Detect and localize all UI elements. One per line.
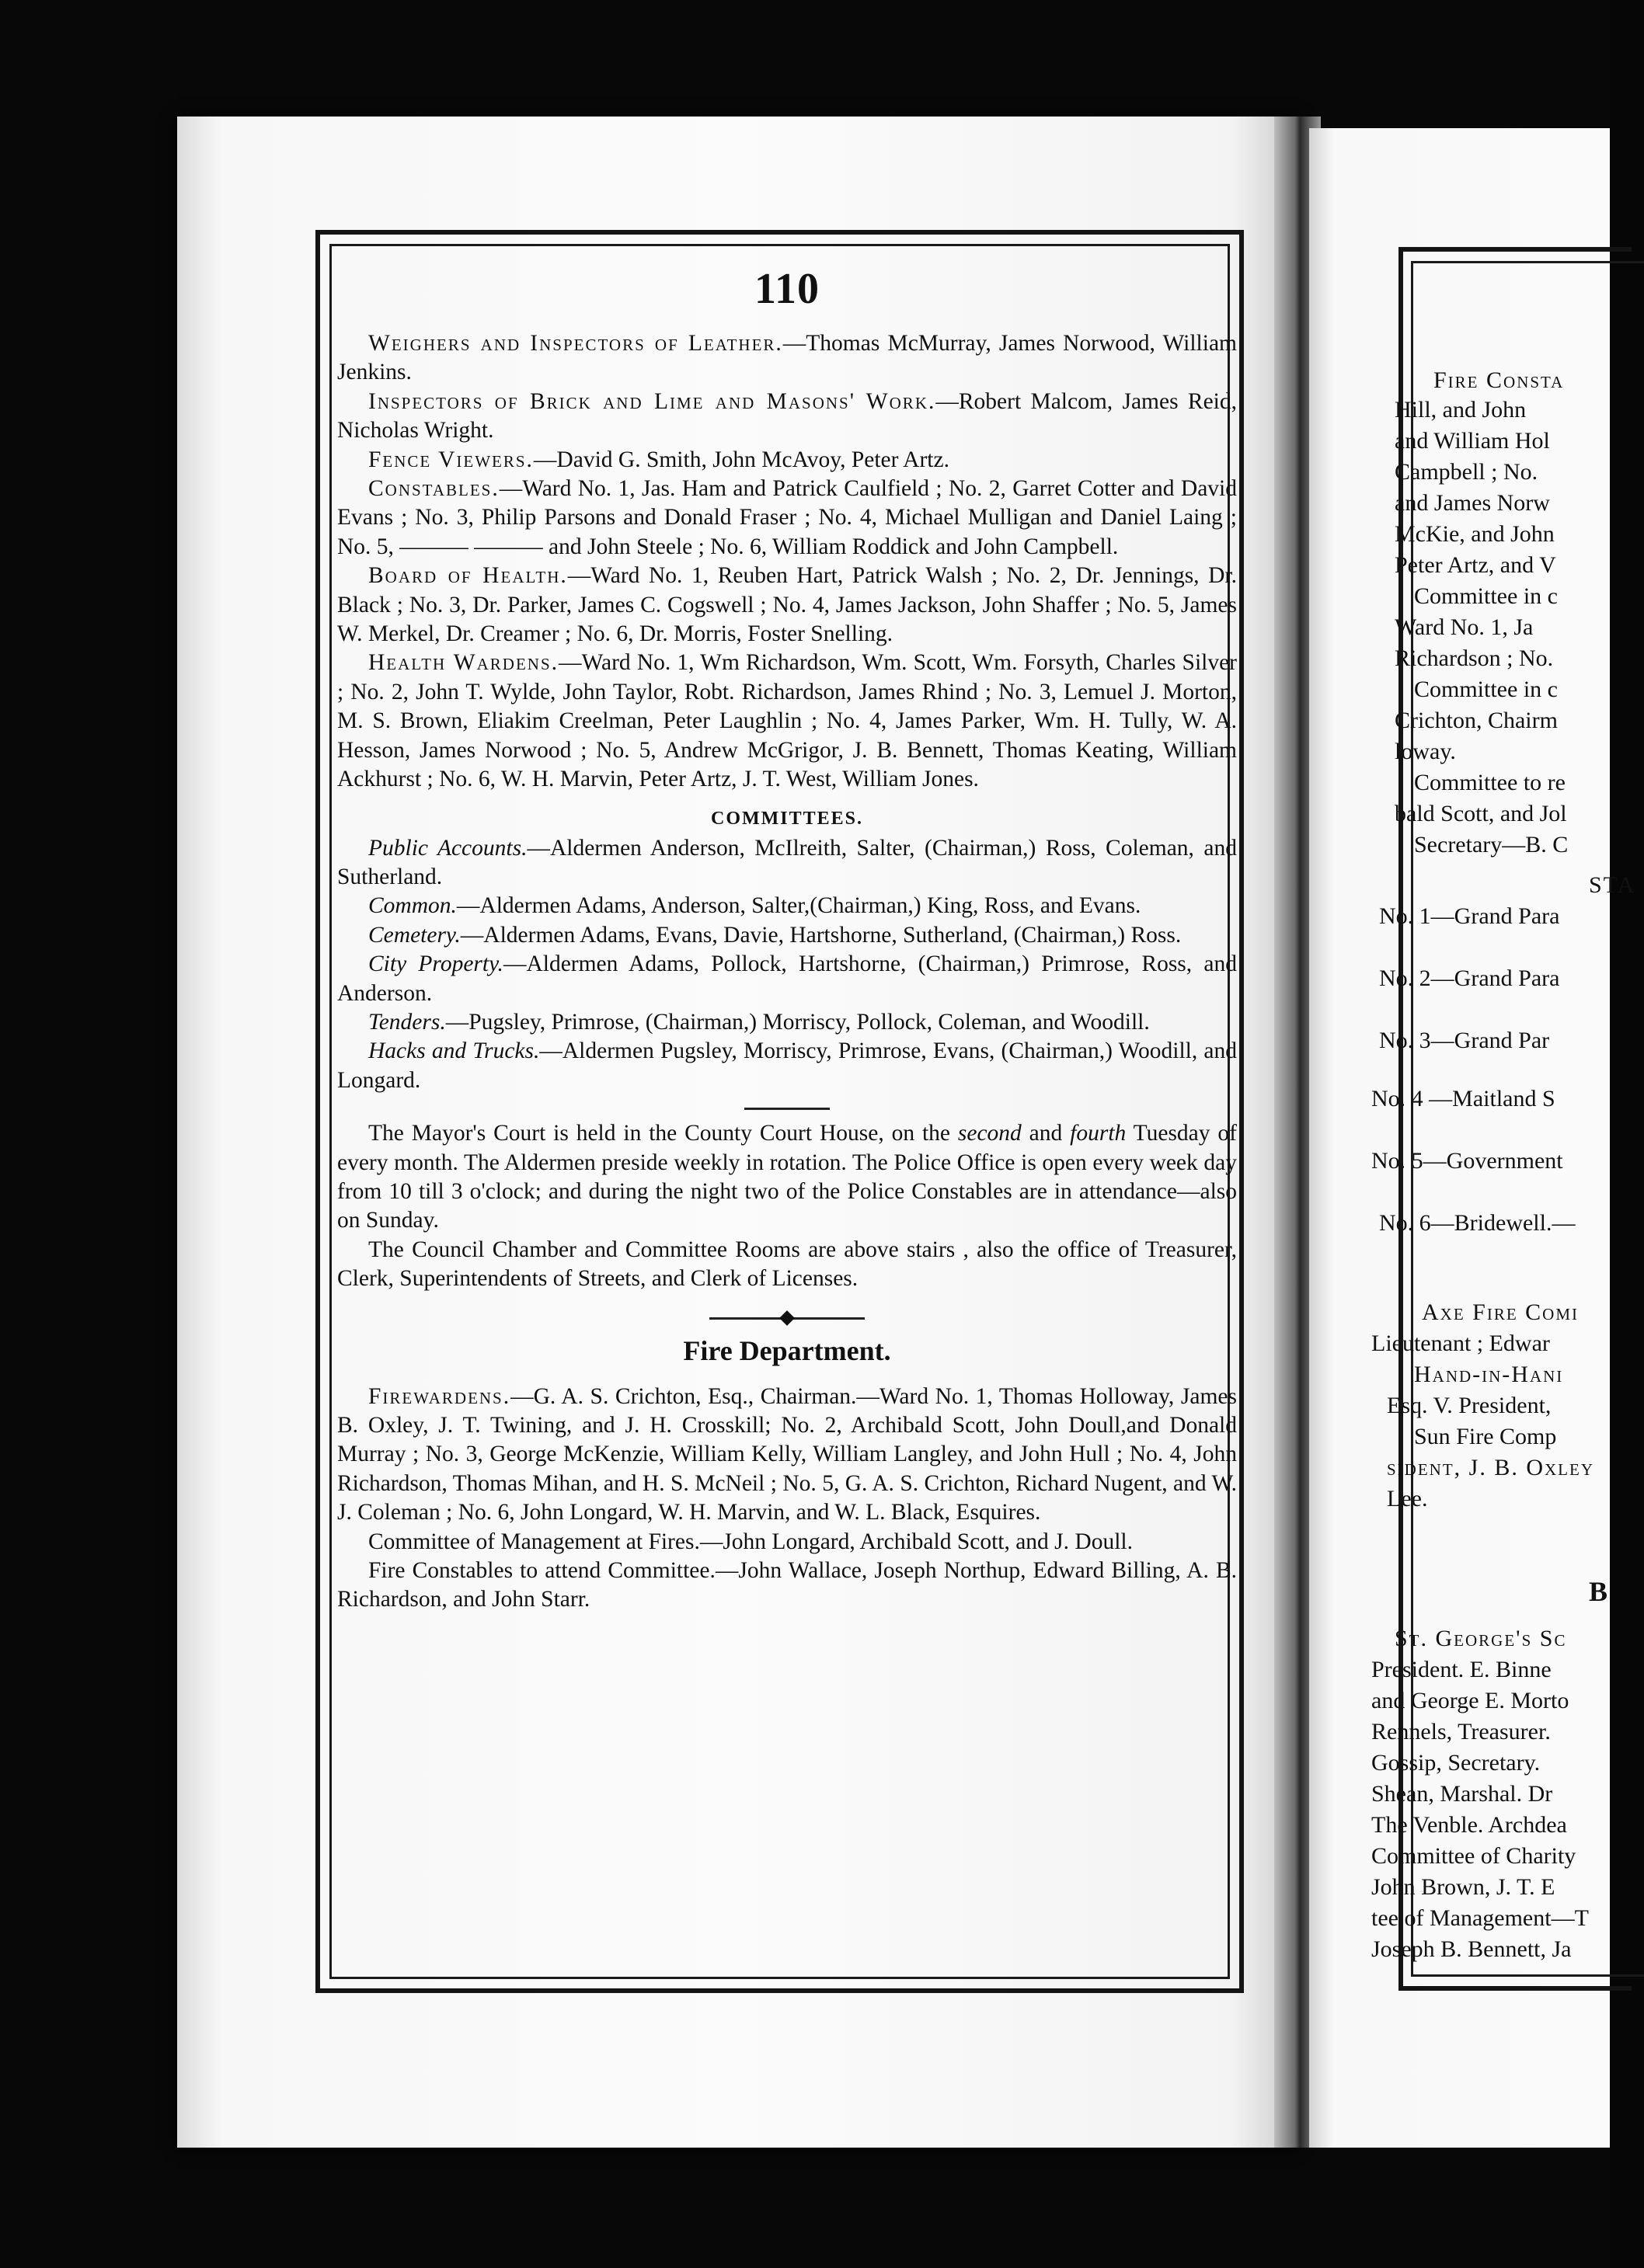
right-page-line: Committee in c bbox=[1414, 583, 1558, 609]
entry-firewardens: Firewardens.—G. A. S. Crichton, Esq., Chairman.—Ward No. 1, Thomas Holloway, James B. Oxley, J. T. Twining, and J. H. Crosskill; No. 2, Archibald Scott, John Doull,and Donald Murray ; No. 3, George McKenzie, William Kelly, William Langley, and John Hull ; No. 4, John Richardson, Thomas Mihan, and H. S. McNeil ; No. 5, G. A. S. Crichton, Richard Nugent, and W. J. Coleman ; No. 6, John Longard, W. H. Marvin, and W. L. Black, Esquires. bbox=[337, 1383, 1237, 1525]
entry-constables: Constables.—Ward No. 1, Jas. Ham and Patrick Caulfield ; No. 2, Garret Cotter and David Evans ; No. 3, Philip Parsons and Donald Fraser ; No. 4, Michael Mulligan and Daniel Laing ; No. 5, ——— ——— and John Steele ; No. 6, William Roddick and John Campbell. bbox=[337, 476, 1237, 559]
right-page-line: Rennels, Treasurer. bbox=[1371, 1719, 1551, 1744]
entry-committee-management: Committee of Management at Fires.—John Longard, Archibald Scott, and J. Doull. bbox=[368, 1529, 1133, 1554]
entry-weighers: Weighers and Inspectors of Leather.—Thomas McMurray, James Norwood, William Jenkins. bbox=[337, 331, 1237, 385]
right-page-line: No. 5—Government bbox=[1371, 1148, 1563, 1174]
right-page-line: Esq. V. President, bbox=[1387, 1393, 1552, 1418]
right-page-fragments bbox=[1371, 365, 1636, 1981]
entry-fire-constables: Fire Constables to attend Committee.—John Wallace, Joseph Northup, Edward Billing, A. B. Richardson, and John Starr. bbox=[337, 1558, 1237, 1612]
right-page-line: Gossip, Secretary. bbox=[1371, 1750, 1541, 1776]
committees-heading: COMMITTEES. bbox=[710, 808, 864, 829]
right-page-line: Axe Fire Comi bbox=[1422, 1299, 1580, 1325]
right-page-line: B bbox=[1589, 1576, 1608, 1607]
right-page-line: and George E. Morto bbox=[1371, 1688, 1569, 1713]
right-page-line: Campbell ; No. bbox=[1395, 459, 1538, 485]
right-page-line: Hill, and John bbox=[1395, 397, 1527, 423]
right-page-line: Secretary—B. C bbox=[1414, 832, 1569, 857]
page-number: 110 bbox=[754, 265, 820, 313]
committee-city-property: City Property.—Aldermen Adams, Pollock, Hartshorne, (Chairman,) Primrose, Ross, and Anderson. bbox=[337, 951, 1237, 1006]
right-page-line: sident, J. B. Oxley bbox=[1387, 1455, 1594, 1480]
committee-tenders: Tenders.—Pugsley, Primrose, (Chairman,) Morriscy, Pollock, Coleman, and Woodill. bbox=[368, 1009, 1150, 1035]
right-page-line: loway. bbox=[1395, 739, 1456, 764]
right-page-line: No. 1—Grand Para bbox=[1379, 903, 1560, 929]
right-page-line: and James Norw bbox=[1395, 490, 1550, 516]
right-page-line: Sun Fire Comp bbox=[1414, 1424, 1557, 1449]
section-rule bbox=[744, 1108, 830, 1110]
right-page-line: Hand-in-Hani bbox=[1414, 1362, 1564, 1387]
right-page-line: bald Scott, and Jol bbox=[1395, 801, 1567, 826]
entry-board-of-health: Board of Health.—Ward No. 1, Reuben Hart, Patrick Walsh ; No. 2, Dr. Jennings, Dr. Black ; No. 3, Dr. Parker, James C. Cogswell ; No. 4, James Jackson, John Shaffer ; No. 5, James W. Merkel, Dr. Creamer ; No. 6, Dr. Morris, Foster Snelling. bbox=[337, 563, 1238, 647]
right-page-line: President. E. Binne bbox=[1371, 1657, 1552, 1682]
right-page-line: Committee to re bbox=[1414, 770, 1566, 795]
right-page-line: Crichton, Chairm bbox=[1395, 708, 1558, 733]
right-page-line: St. George's Sc bbox=[1395, 1626, 1567, 1651]
right-page-line: Peter Artz, and V bbox=[1395, 552, 1556, 578]
right-page-line: John Brown, J. T. E bbox=[1371, 1874, 1555, 1900]
right-page-line: Lee. bbox=[1387, 1486, 1428, 1511]
right-page-line: Shean, Marshal. Dr bbox=[1371, 1781, 1553, 1807]
right-page-line: Committee of Charity bbox=[1371, 1843, 1576, 1869]
right-page-line: McKie, and John bbox=[1395, 521, 1555, 547]
committee-common: Common.—Aldermen Adams, Anderson, Salter,(Chairman,) King, Ross, and Evans. bbox=[368, 893, 1141, 919]
right-page-line: and William Hol bbox=[1395, 428, 1550, 454]
page-content bbox=[337, 261, 1237, 1615]
committee-hacks-trucks: Hacks and Trucks.—Aldermen Pugsley, Morriscy, Primrose, Evans, (Chairman,) Woodill, and Longard. bbox=[337, 1038, 1237, 1093]
committee-public-accounts: Public Accounts.—Aldermen Anderson, McIlreith, Salter, (Chairman,) Ross, Coleman, and Sutherland. bbox=[337, 835, 1237, 889]
right-page-line: The Venble. Archdea bbox=[1371, 1812, 1567, 1838]
right-page-line: Lieutenant ; Edwar bbox=[1371, 1331, 1550, 1356]
right-page-line: No. 3—Grand Par bbox=[1379, 1028, 1550, 1053]
entry-inspectors-brick: Inspectors of Brick and Lime and Masons' Work.—Robert Malcom, James Reid, Nicholas Wright. bbox=[337, 388, 1237, 444]
council-chamber-paragraph: The Council Chamber and Committee Rooms are above stairs , also the office of Treasurer, Clerk, Superintendents of Streets, and Clerk of Licenses. bbox=[337, 1237, 1237, 1292]
right-page-line: No. 4 —Maitland S bbox=[1371, 1086, 1555, 1111]
mayors-court-paragraph: The Mayor's Court is held in the County Court House, on the second and fourth Tuesday of every month. The Aldermen preside weekly in rotation. The Police Office is open every week day from 10 till 3 o'clock; and during the night two of the Police Constables are in attendance—also on Sunday. bbox=[337, 1121, 1237, 1233]
right-page-line: STA bbox=[1589, 872, 1636, 898]
entry-fence-viewers: Fence Viewers.—David G. Smith, John McAvoy, Peter Artz. bbox=[368, 447, 949, 472]
right-page-line: Joseph B. Bennett, Ja bbox=[1371, 1936, 1572, 1962]
fire-department-title: Fire Department. bbox=[683, 1334, 891, 1366]
right-page-line: Fire Consta bbox=[1433, 367, 1565, 393]
entry-health-wardens: Health Wardens.—Ward No. 1, Wm Richardson, Wm. Scott, Wm. Forsyth, Charles Silver ; No. 2, John T. Wylde, John Taylor, Robt. Richardson, James Rhind ; No. 3, Lemuel J. Morton, M. S. Brown, Eliakim Creelman, Peter Laughlin ; No. 4, James Parker, Wm. H. Tully, W. A. Hesson, James Norwood ; No. 5, Andrew McGrigor, J. B. Bennett, Thomas Keating, William Ackhurst ; No. 6, W. H. Marvin, Peter Artz, J. T. West, William Jones. bbox=[337, 650, 1237, 792]
ornament-divider bbox=[337, 1313, 1237, 1324]
right-page-line: Ward No. 1, Ja bbox=[1395, 614, 1534, 640]
committee-cemetery: Cemetery.—Aldermen Adams, Evans, Davie, Hartshorne, Sutherland, (Chairman,) Ross. bbox=[368, 922, 1182, 948]
right-page-line: No. 2—Grand Para bbox=[1379, 965, 1560, 991]
right-page-line: tee of Management—T bbox=[1371, 1905, 1589, 1931]
right-page-line: Richardson ; No. bbox=[1395, 645, 1554, 671]
right-page-line: Committee in c bbox=[1414, 677, 1558, 702]
right-page-line: No. 6—Bridewell.— bbox=[1379, 1210, 1576, 1236]
